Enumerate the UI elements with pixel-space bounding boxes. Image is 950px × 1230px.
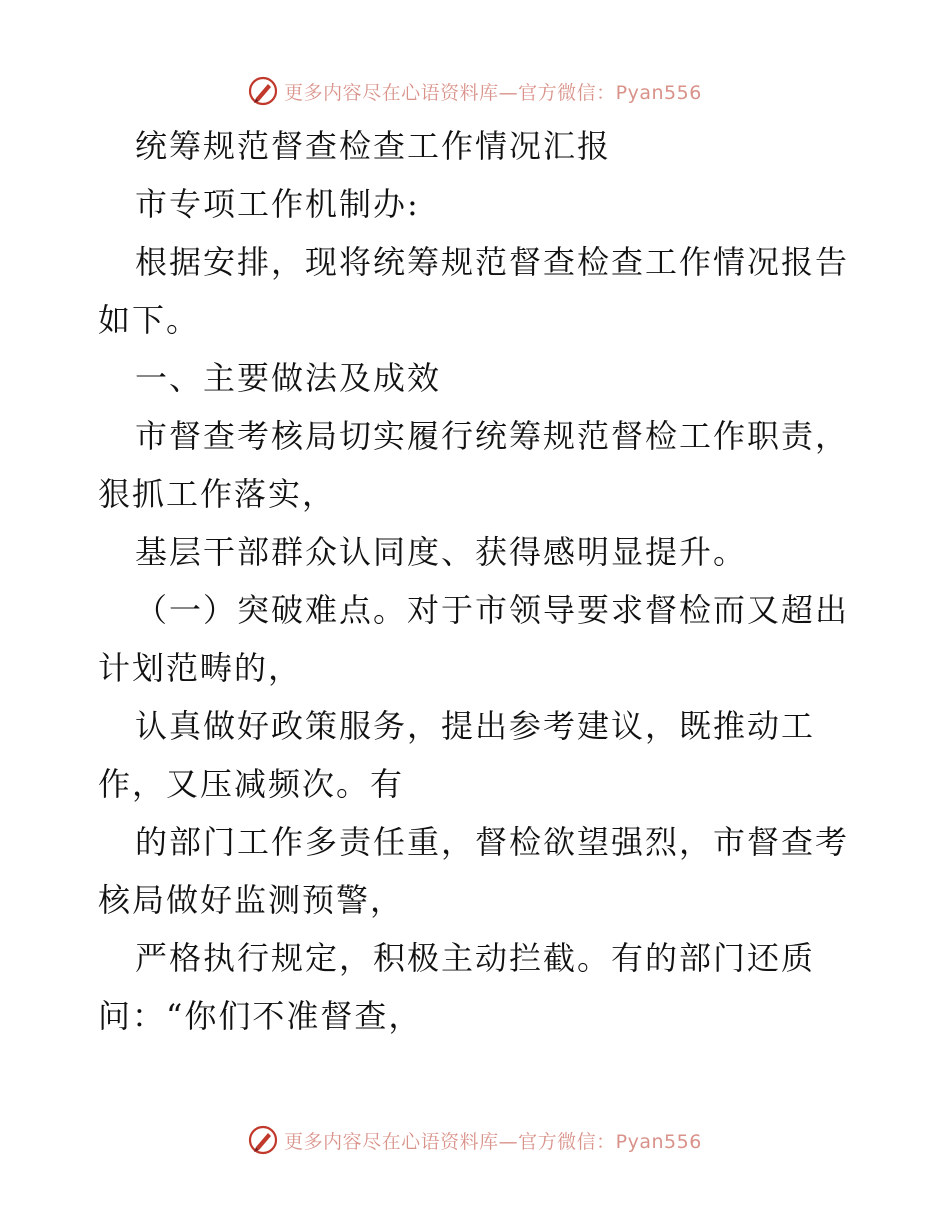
doc-paragraph-line: 狠抓工作落实，	[98, 475, 337, 513]
watermark-text: 更多内容尽在心语资料库—官方微信：Pyan556	[284, 81, 702, 104]
watermark-text: 更多内容尽在心语资料库—官方微信：Pyan556	[284, 1130, 702, 1153]
doc-paragraph-line: 严格执行规定，积极主动拦截。有的部门还质	[135, 939, 816, 977]
doc-paragraph-line: 核局做好监测预警，	[98, 881, 405, 919]
doc-recipient: 市专项工作机制办:	[135, 185, 420, 223]
doc-paragraph-line: 计划范畴的，	[98, 649, 303, 687]
doc-paragraph-line: 基层干部群众认同度、获得感明显提升。	[135, 533, 748, 571]
header-watermark	[0, 71, 950, 111]
doc-paragraph-line: 作，又压减频次。有	[98, 765, 405, 803]
section-heading: 一、主要做法及成效	[135, 359, 442, 397]
doc-paragraph-line: 市督查考核局切实履行统筹规范督检工作职责，	[135, 417, 850, 455]
doc-title: 统筹规范督查检查工作情况汇报	[135, 127, 612, 165]
doc-paragraph-line: （一）突破难点。对于市领导要求督检而又超出	[135, 591, 850, 629]
doc-paragraph-line: 根据安排，现将统筹规范督查检查工作情况报告	[135, 243, 850, 281]
pen-logo-icon	[248, 1125, 278, 1155]
pen-logo-icon	[248, 76, 278, 106]
document-body	[98, 117, 858, 1045]
doc-paragraph-line: 的部门工作多责任重，督检欲望强烈，市督查考	[135, 823, 850, 861]
doc-paragraph-line: 如下。	[98, 301, 201, 339]
footer-watermark	[0, 1120, 950, 1160]
doc-paragraph-line: 认真做好政策服务，提出参考建议，既推动工	[135, 707, 816, 745]
doc-paragraph-line: 问：“你们不准督查，	[98, 997, 423, 1035]
